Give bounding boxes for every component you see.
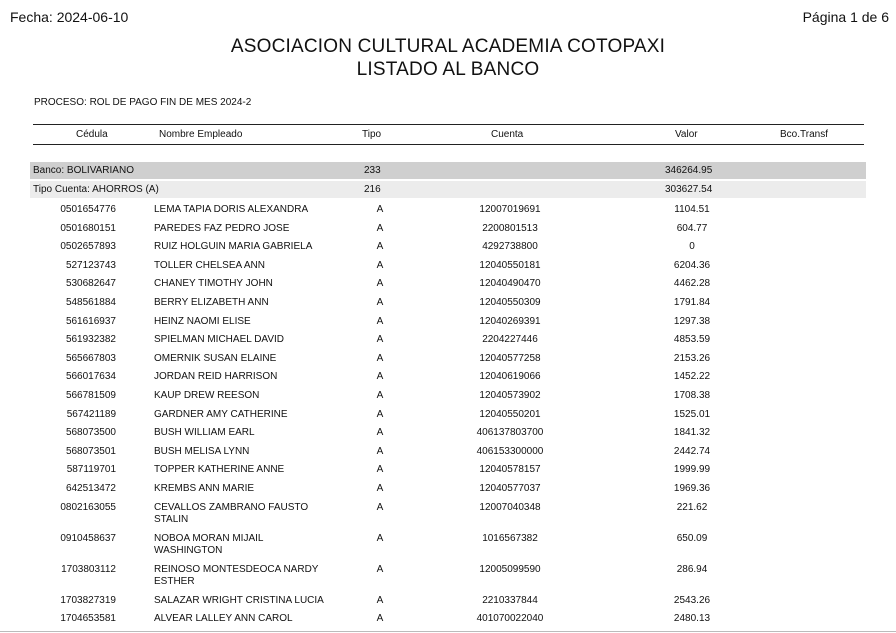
col-nombre: Nombre Empleado	[159, 129, 243, 140]
table-row	[0, 294, 896, 313]
col-cedula: Cédula	[76, 129, 108, 140]
cell-cedula: 0501680151	[60, 222, 116, 234]
cell-cuenta: 2210337844	[482, 594, 538, 606]
cell-cuenta: 12040578157	[479, 464, 541, 476]
cell-tipo: A	[376, 464, 384, 476]
cell-tipo: A	[376, 532, 384, 544]
cell-nombre: ALVEAR LALLEY ANN CAROL	[154, 613, 293, 625]
table-row	[0, 387, 896, 406]
cell-nombre: HEINZ NAOMI ELISE	[154, 315, 251, 327]
table-row	[0, 257, 896, 276]
cell-tipo: A	[376, 594, 384, 606]
cell-cedula: 1703803112	[61, 563, 116, 575]
report-title: ASOCIACION CULTURAL ACADEMIA COTOPAXI	[230, 36, 666, 57]
cell-valor: 1525.01	[673, 408, 711, 420]
table-row	[0, 443, 896, 462]
cell-cuenta: 2200801513	[482, 222, 538, 234]
cell-valor: 604.77	[676, 222, 708, 234]
table-row	[0, 592, 896, 611]
cell-cedula: 0501654776	[60, 204, 116, 215]
cell-valor: 286.94	[676, 563, 708, 575]
cell-nombre: JORDAN REID HARRISON	[154, 371, 278, 383]
cell-nombre: KAUP DREW REESON	[154, 389, 260, 401]
bank-total: 346264.95	[665, 165, 713, 176]
cell-valor: 1104.51	[674, 204, 710, 215]
process-label: PROCESO: ROL DE PAGO FIN DE MES 2024-2	[34, 97, 252, 108]
cell-cedula: 530682647	[65, 278, 116, 290]
table-row	[0, 201, 896, 220]
cell-cedula: 527123743	[65, 259, 116, 271]
cell-cuenta: 12040550201	[479, 408, 541, 420]
cell-cedula: 0802163055	[60, 501, 116, 513]
cell-valor: 650.09	[676, 532, 708, 544]
cell-cedula: 566017634	[65, 371, 116, 383]
cell-cedula: 0910458637	[60, 532, 116, 544]
employee-rows	[0, 201, 896, 629]
cell-cuenta: 12007019691	[479, 204, 541, 215]
account-type-label: Tipo Cuenta: AHORROS (A)	[33, 184, 159, 195]
cell-valor: 0	[689, 241, 695, 253]
cell-cuenta: 12040550309	[479, 296, 541, 308]
cell-nombre: TOPPER KATHERINE ANNE	[154, 464, 285, 476]
cell-cedula: 566781509	[65, 389, 116, 401]
cell-cuenta: 12005099590	[479, 563, 541, 575]
cell-tipo: A	[376, 445, 384, 457]
cell-tipo: A	[376, 613, 384, 625]
table-header	[33, 124, 864, 145]
cell-valor: 2153.26	[673, 352, 711, 364]
cell-cuenta: 12007040348	[479, 501, 541, 513]
cell-cuenta: 1016567382	[482, 532, 538, 544]
cell-tipo: A	[376, 259, 384, 271]
cell-nombre: OMERNIK SUSAN ELAINE	[154, 352, 277, 364]
cell-cedula: 561616937	[65, 315, 116, 327]
cell-valor: 221.62	[676, 501, 708, 513]
col-valor: Valor	[675, 129, 698, 140]
cell-cuenta: 406153300000	[476, 445, 544, 457]
cell-tipo: A	[376, 278, 384, 290]
cell-cuenta: 12040577037	[479, 482, 541, 494]
cell-nombre: BUSH WILLIAM EARL	[154, 427, 255, 439]
table-row	[0, 313, 896, 332]
cell-tipo: A	[376, 222, 384, 234]
cell-cuenta: 12040619066	[479, 371, 541, 383]
cell-tipo: A	[376, 408, 384, 420]
cell-cedula: 568073500	[65, 427, 116, 439]
table-row	[0, 368, 896, 387]
cell-valor: 2480.13	[673, 613, 711, 625]
cell-valor: 1999.99	[673, 464, 711, 476]
cell-tipo: A	[376, 501, 384, 513]
cell-cedula: 1704653581	[60, 613, 116, 625]
cell-valor: 1297.38	[673, 315, 711, 327]
col-cuenta: Cuenta	[491, 129, 524, 140]
cell-valor: 1969.36	[673, 482, 711, 494]
cell-cedula: 642513472	[65, 482, 116, 494]
col-tipo: Tipo	[362, 129, 382, 140]
table-row	[0, 461, 896, 480]
cell-tipo: A	[376, 482, 384, 494]
cell-cedula: 561932382	[65, 334, 116, 346]
cell-tipo: A	[376, 352, 384, 364]
table-row	[0, 424, 896, 443]
cell-cuenta: 12040490470	[479, 278, 541, 290]
cell-valor: 6204.36	[673, 259, 711, 271]
table-row	[0, 406, 896, 425]
table-row	[0, 561, 896, 592]
bank-group-row	[30, 162, 866, 179]
cell-cuenta: 2204227446	[482, 334, 538, 346]
report-date: Fecha: 2024-06-10	[10, 9, 129, 25]
account-type-count: 216	[364, 184, 381, 195]
table-row	[0, 610, 896, 629]
cell-cedula: 548561884	[65, 296, 116, 308]
cell-tipo: A	[376, 427, 384, 439]
cell-nombre: BERRY ELIZABETH ANN	[154, 296, 269, 308]
cell-nombre: CHANEY TIMOTHY JOHN	[154, 278, 273, 290]
report-subtitle: LISTADO AL BANCO	[356, 59, 540, 80]
cell-nombre: BUSH MELISA LYNN	[154, 445, 250, 457]
cell-cedula: 568073501	[65, 445, 116, 457]
table-row	[0, 331, 896, 350]
account-type-group-row	[30, 181, 866, 198]
account-type-total: 303627.54	[665, 184, 713, 195]
cell-cedula: 1703827319	[60, 594, 116, 606]
table-row	[0, 220, 896, 239]
cell-nombre: LEMA TAPIA DORIS ALEXANDRA	[154, 204, 309, 215]
cell-cuenta: 406137803700	[476, 427, 544, 439]
cell-nombre: RUIZ HOLGUIN MARIA GABRIELA	[154, 241, 313, 253]
cell-valor: 1791.84	[673, 296, 711, 308]
cell-cedula: 0502657893	[60, 241, 116, 253]
cell-valor: 2442.74	[673, 445, 711, 457]
cell-tipo: A	[376, 563, 384, 575]
cell-tipo: A	[376, 371, 384, 383]
table-row	[0, 530, 896, 561]
table-row	[0, 350, 896, 369]
table-row	[0, 275, 896, 294]
cell-tipo: A	[376, 315, 384, 327]
cell-cedula: 565667803	[65, 352, 116, 364]
table-row	[0, 480, 896, 499]
cell-valor: 4462.28	[673, 278, 711, 290]
cell-nombre: PAREDES FAZ PEDRO JOSE	[154, 222, 290, 234]
cell-nombre: NOBOA MORAN MIJAIL WASHINGTON	[154, 532, 264, 556]
cell-nombre: SPIELMAN MICHAEL DAVID	[154, 334, 285, 346]
page-bottom-divider	[0, 631, 896, 632]
cell-tipo: A	[376, 389, 384, 401]
cell-nombre: SALAZAR WRIGHT CRISTINA LUCIA	[154, 594, 324, 606]
cell-valor: 1841.32	[673, 427, 711, 439]
cell-valor: 1708.38	[673, 389, 711, 401]
bank-label: Banco: BOLIVARIANO	[33, 165, 134, 176]
cell-valor: 1452.22	[673, 371, 711, 383]
cell-tipo: A	[376, 296, 384, 308]
cell-nombre: REINOSO MONTESDEOCA NARDY ESTHER	[154, 563, 319, 587]
cell-nombre: TOLLER CHELSEA ANN	[154, 259, 265, 271]
cell-cuenta: 12040269391	[479, 315, 541, 327]
cell-tipo: A	[376, 241, 384, 253]
cell-cuenta: 4292738800	[482, 241, 538, 253]
cell-nombre: GARDNER AMY CATHERINE	[154, 408, 288, 420]
col-bco-transf: Bco.Transf	[780, 129, 828, 140]
cell-cuenta: 12040577258	[479, 352, 541, 364]
cell-tipo: A	[376, 204, 384, 215]
cell-cedula: 587119701	[66, 464, 116, 476]
cell-cedula: 567421189	[66, 408, 116, 420]
cell-nombre: KREMBS ANN MARIE	[154, 482, 255, 494]
cell-cuenta: 401070022040	[476, 613, 544, 625]
table-row	[0, 499, 896, 530]
cell-tipo: A	[376, 334, 384, 346]
page-indicator: Página 1 de 6	[802, 9, 889, 25]
table-row	[0, 238, 896, 257]
cell-cuenta: 12040550181	[479, 259, 541, 271]
cell-cuenta: 12040573902	[479, 389, 541, 401]
cell-nombre: CEVALLOS ZAMBRANO FAUSTO STALIN	[154, 501, 309, 525]
cell-valor: 2543.26	[673, 594, 711, 606]
cell-valor: 4853.59	[673, 334, 711, 346]
bank-count: 233	[364, 165, 381, 176]
